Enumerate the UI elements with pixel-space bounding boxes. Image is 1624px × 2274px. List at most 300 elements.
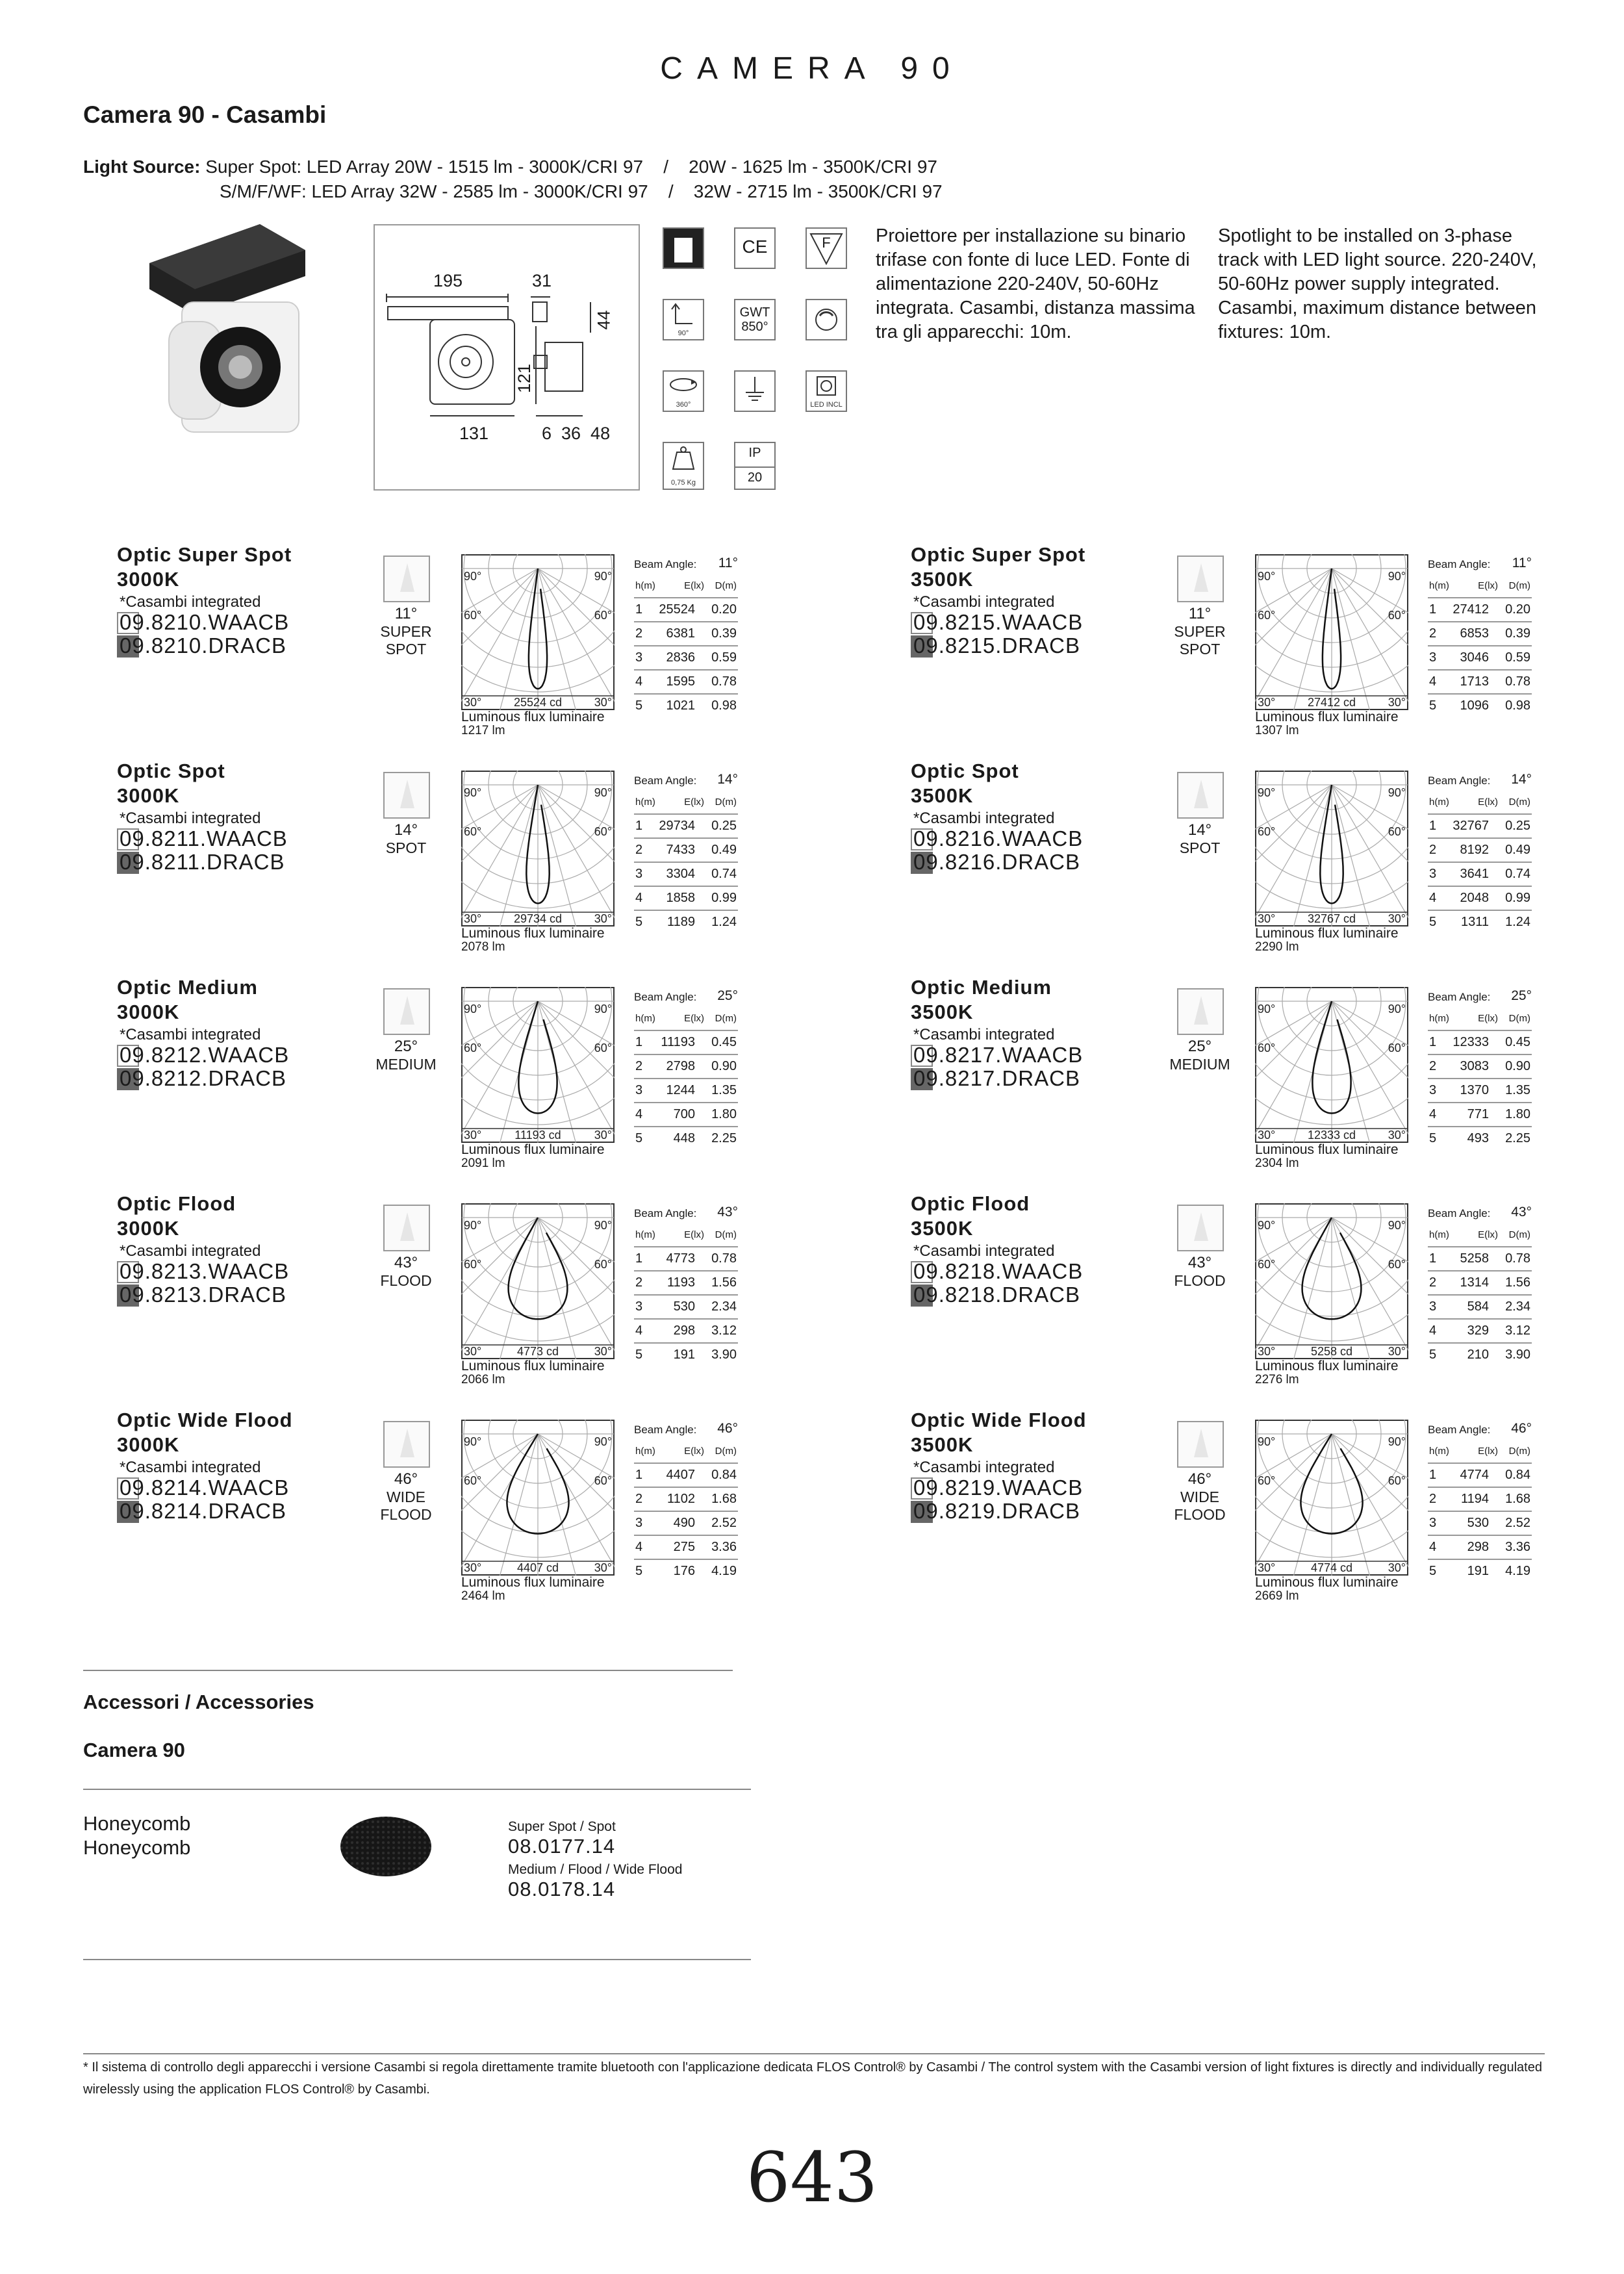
description-en: Spotlight to be installed on 3-phase track with LED light source. 220-240V, 50-60Hz power supply integrated. Casambi, maximum distance between fixtures: 10m. <box>1218 225 1537 342</box>
ip-rating-icon: IP 20 <box>734 442 776 490</box>
polar-diagram <box>461 1203 615 1359</box>
cell-h: 1 <box>635 1251 643 1266</box>
luminous-flux-label: Luminous flux luminaire <box>461 1575 605 1590</box>
cell-d: 0.25 <box>711 819 737 833</box>
cell-d: 3.36 <box>1505 1540 1530 1554</box>
honeycomb-image <box>339 1814 433 1879</box>
cell-h: 2 <box>1429 1492 1437 1506</box>
col-header-h: h(m) <box>635 580 655 591</box>
cell-e: 7433 <box>666 843 695 857</box>
angle-label: 30° <box>1258 1129 1276 1142</box>
luminous-flux <box>461 710 605 737</box>
cell-e: 8192 <box>1460 843 1489 857</box>
cell-e: 4773 <box>666 1251 695 1266</box>
cell-h: 4 <box>635 1323 643 1338</box>
cell-d: 1.24 <box>1505 915 1530 929</box>
cell-e: 1021 <box>666 698 695 713</box>
col-header-d: D(m) <box>1508 1229 1530 1240</box>
table-row <box>634 1296 738 1320</box>
optic-label: SUPER SPOT <box>380 623 432 658</box>
cell-d: 1.56 <box>711 1275 737 1290</box>
cell-d: 0.84 <box>1505 1468 1530 1482</box>
product-block <box>911 1408 1624 1622</box>
table-row <box>1428 646 1532 671</box>
angle-label: 60° <box>464 825 482 838</box>
casambi-note: *Casambi integrated <box>913 1026 1055 1043</box>
dim-6-36-48: 6 36 48 <box>542 424 611 443</box>
accessories-subtitle: Camera 90 <box>83 1739 185 1761</box>
col-header-e: E(lx) <box>1478 797 1498 808</box>
table-row <box>1428 622 1532 646</box>
cell-e: 12333 <box>1453 1035 1489 1049</box>
cell-d: 1.80 <box>1505 1107 1530 1121</box>
angle-label: 90° <box>1258 1003 1276 1016</box>
table-row <box>634 1512 738 1536</box>
table-row <box>634 622 738 646</box>
cell-e: 584 <box>1467 1299 1489 1314</box>
beam-icon <box>383 556 430 602</box>
cell-h: 5 <box>635 698 643 713</box>
cell-h: 3 <box>635 1299 643 1314</box>
cell-d: 1.80 <box>711 1107 737 1121</box>
beam-table <box>1428 1421 1532 1583</box>
beam-angle-badge: 46° <box>1187 1470 1212 1488</box>
cell-h: 3 <box>1429 650 1437 665</box>
table-row <box>1428 863 1532 887</box>
beam-icon <box>383 1421 430 1468</box>
optic-cct: 3000K <box>117 1433 180 1456</box>
beam-angle-value: 11° <box>718 556 738 570</box>
accessory-codes <box>508 1819 682 1901</box>
cell-e: 493 <box>1467 1131 1489 1145</box>
angle-label: 90° <box>1388 1003 1406 1016</box>
luminous-flux-label: Luminous flux luminaire <box>1255 926 1399 941</box>
angle-label: 90° <box>1258 786 1276 799</box>
cell-d: 0.78 <box>711 1251 737 1266</box>
col-header-h: h(m) <box>1429 1013 1449 1024</box>
beam-icon <box>383 1205 430 1251</box>
luminous-flux <box>461 926 605 954</box>
dim-195: 195 <box>433 271 463 290</box>
col-header-h: h(m) <box>1429 1446 1449 1457</box>
cell-e: 448 <box>673 1131 695 1145</box>
cell-h: 4 <box>1429 891 1437 905</box>
table-row <box>1428 887 1532 911</box>
optic-label: FLOOD <box>1174 1272 1226 1289</box>
table-row <box>1428 815 1532 839</box>
table-row <box>1428 1055 1532 1079</box>
cell-d: 2.34 <box>711 1299 737 1314</box>
table-row <box>1428 1031 1532 1055</box>
cell-e: 27412 <box>1453 602 1489 617</box>
cell-d: 0.59 <box>1505 650 1530 665</box>
cell-d: 0.74 <box>711 867 737 881</box>
beam-angle-label: Beam Angle: <box>634 991 697 1003</box>
product-code-black: 09.8219.DRACB <box>913 1499 1080 1523</box>
table-row <box>1428 1247 1532 1271</box>
optic-title <box>117 543 292 592</box>
product-code-white: 09.8219.WAACB <box>913 1476 1084 1500</box>
col-header-e: E(lx) <box>1478 1013 1498 1024</box>
cell-e: 1314 <box>1460 1275 1489 1290</box>
cell-d: 0.90 <box>1505 1059 1530 1073</box>
angle-label: 30° <box>464 1561 482 1574</box>
cell-e: 1713 <box>1460 674 1489 689</box>
luminous-flux-label: Luminous flux luminaire <box>1255 709 1399 724</box>
col-header-d: D(m) <box>715 1013 737 1024</box>
optic-name: Optic Wide Flood <box>911 1409 1087 1431</box>
angle-label: 90° <box>1388 570 1406 583</box>
angle-label: 90° <box>464 786 482 799</box>
beam-angle-value: 25° <box>1511 988 1532 1003</box>
cell-h: 5 <box>635 1131 643 1145</box>
accessory-name-it: Honeycomb <box>83 1812 191 1835</box>
beam-angle-badge: 14° <box>1187 821 1212 839</box>
table-row <box>634 839 738 863</box>
footnote: * Il sistema di controllo degli apparecchi i versione Casambi si regola direttamente tramite bluetooth con l'applicazione dedicata FLOS Control® by Casambi / The control system with the Casambi version of light fixtures is directly and individually regulated wirelessly using the application FLOS Control® by Casambi. <box>83 2060 1542 2097</box>
optic-label: SPOT <box>385 839 427 856</box>
col-header-e: E(lx) <box>684 580 704 591</box>
beam-angle-value: 14° <box>1511 772 1532 787</box>
angle-label: 30° <box>594 1345 612 1358</box>
table-row <box>1428 695 1532 717</box>
cell-e: 275 <box>673 1540 695 1554</box>
cell-e: 1102 <box>666 1492 695 1506</box>
angle-label: 60° <box>1388 825 1406 838</box>
cell-h: 4 <box>635 1107 643 1121</box>
cell-d: 0.45 <box>1505 1035 1530 1049</box>
optic-cct: 3000K <box>117 1217 180 1240</box>
beam-icon <box>1177 1205 1224 1251</box>
track-icon <box>663 227 704 269</box>
divider <box>83 1670 733 1671</box>
cell-h: 2 <box>635 843 643 857</box>
beam-angle-label: Beam Angle: <box>1428 774 1491 787</box>
cell-h: 5 <box>1429 1348 1437 1362</box>
gwt-icon: GWT 850° <box>734 299 776 340</box>
cell-d: 3.90 <box>711 1348 737 1362</box>
angle-label: 60° <box>594 1474 612 1487</box>
col-header-d: D(m) <box>1508 1013 1530 1024</box>
optic-name: Optic Super Spot <box>117 543 292 566</box>
cell-h: 3 <box>1429 1083 1437 1097</box>
product-code-black: 09.8215.DRACB <box>913 633 1080 658</box>
angle-label: 90° <box>1388 1435 1406 1448</box>
accessory-opt2-label: Medium / Flood / Wide Flood <box>508 1862 683 1877</box>
optic-label: MEDIUM <box>375 1056 437 1073</box>
angle-label: 30° <box>1388 1561 1406 1574</box>
cell-h: 1 <box>1429 1035 1437 1049</box>
angle-label: 60° <box>1258 609 1276 622</box>
product-code-white: 09.8212.WAACB <box>120 1043 290 1067</box>
page-number: 643 <box>746 2138 878 2217</box>
luminous-flux <box>461 1359 605 1386</box>
cell-d: 0.20 <box>1505 602 1530 617</box>
light-source <box>83 155 943 204</box>
cell-e: 1244 <box>666 1083 695 1097</box>
table-row <box>1428 1320 1532 1344</box>
cell-e: 3641 <box>1460 867 1489 881</box>
description-it: Proiettore per installazione su binario trifase con fonte di luce LED. Fonte di alimentazione 220-240V, 50-60Hz integrata. Casambi, distanza massima tra gli apparecchi: 10m. <box>876 225 1195 342</box>
cell-e: 29734 <box>659 819 695 833</box>
optic-name: Optic Spot <box>117 760 225 782</box>
cell-d: 2.25 <box>1505 1131 1530 1145</box>
col-header-h: h(m) <box>1429 580 1449 591</box>
accessories-title: Accessori / Accessories <box>83 1691 314 1713</box>
beam-icon <box>1177 556 1224 602</box>
luminous-flux-label: Luminous flux luminaire <box>1255 1142 1399 1157</box>
col-header-e: E(lx) <box>684 1229 704 1240</box>
cell-d: 0.49 <box>1505 843 1530 857</box>
col-header-d: D(m) <box>1508 797 1530 808</box>
table-row <box>634 1488 738 1512</box>
angle-label: 30° <box>1388 1345 1406 1358</box>
product-block <box>117 1192 831 1406</box>
cell-h: 3 <box>635 650 643 665</box>
cell-e: 4407 <box>666 1468 695 1482</box>
cell-h: 4 <box>1429 1323 1437 1338</box>
product-block <box>911 1192 1624 1406</box>
angle-label: 60° <box>1388 1041 1406 1054</box>
angle-label: 90° <box>464 1219 482 1232</box>
angle-label: 60° <box>1388 1474 1406 1487</box>
cell-d: 0.99 <box>1505 891 1530 905</box>
cell-h: 2 <box>635 626 643 641</box>
cell-d: 0.39 <box>711 626 737 641</box>
accessory-name <box>83 1811 190 1859</box>
luminous-flux-value: 2276 lm <box>1255 1373 1299 1386</box>
table-row <box>634 1344 738 1366</box>
optic-cct: 3000K <box>117 1001 180 1023</box>
product-code-black: 09.8213.DRACB <box>120 1283 286 1307</box>
cell-d: 0.49 <box>711 843 737 857</box>
angle-label: 60° <box>594 1258 612 1271</box>
cell-d: 0.20 <box>711 602 737 617</box>
cell-d: 1.68 <box>711 1492 737 1506</box>
cell-e: 1595 <box>666 674 695 689</box>
optic-label: SUPER SPOT <box>1174 623 1226 658</box>
col-header-d: D(m) <box>715 797 737 808</box>
table-row <box>1428 598 1532 622</box>
beam-icon <box>383 772 430 819</box>
accessory-opt1-code: 08.0177.14 <box>508 1835 616 1858</box>
dim-44: 44 <box>594 310 614 330</box>
beam-angle-badge: 46° <box>394 1470 418 1488</box>
angle-label: 90° <box>594 1003 612 1016</box>
cell-d: 3.90 <box>1505 1348 1530 1362</box>
luminous-flux-value: 1217 lm <box>461 724 505 737</box>
optic-name: Optic Wide Flood <box>117 1409 293 1431</box>
cell-h: 2 <box>635 1059 643 1073</box>
angle-label: 30° <box>1388 1129 1406 1142</box>
product-block <box>117 759 831 973</box>
table-row <box>634 1079 738 1103</box>
angle-label: 30° <box>1258 696 1276 709</box>
accessory-name-en: Honeycomb <box>83 1836 191 1859</box>
cell-e: 1189 <box>666 915 695 929</box>
angle-label: 30° <box>1258 1345 1276 1358</box>
cell-h: 1 <box>635 602 643 617</box>
beam-angle-label: Beam Angle: <box>1428 991 1491 1003</box>
cell-d: 0.90 <box>711 1059 737 1073</box>
angle-label: 30° <box>1388 912 1406 925</box>
f-mark-icon: F <box>806 227 847 269</box>
polar-diagram <box>1255 554 1408 710</box>
optic-name: Optic Flood <box>911 1192 1030 1215</box>
peak-intensity: 11193 cd <box>514 1129 561 1142</box>
cell-h: 3 <box>1429 1516 1437 1530</box>
divider <box>83 1959 751 1960</box>
luminous-flux-value: 2290 lm <box>1255 940 1299 954</box>
angle-label: 60° <box>594 1041 612 1054</box>
col-header-h: h(m) <box>1429 1229 1449 1240</box>
casambi-note: *Casambi integrated <box>120 593 261 611</box>
peak-intensity: 32767 cd <box>1307 912 1356 925</box>
cell-h: 4 <box>1429 1107 1437 1121</box>
cell-e: 6853 <box>1460 626 1489 641</box>
optic-title <box>911 1408 1087 1457</box>
page-title: Camera 90 - Casambi <box>83 101 327 128</box>
table-row <box>634 863 738 887</box>
col-header-d: D(m) <box>1508 580 1530 591</box>
cell-h: 1 <box>635 819 643 833</box>
luminous-flux-value: 2304 lm <box>1255 1156 1299 1170</box>
table-row <box>1428 671 1532 695</box>
optic-cct: 3500K <box>911 568 974 591</box>
cell-d: 0.25 <box>1505 819 1530 833</box>
cell-e: 1193 <box>666 1275 695 1290</box>
beam-angle-label: Beam Angle: <box>634 774 697 787</box>
angle-label: 90° <box>594 786 612 799</box>
peak-intensity: 27412 cd <box>1307 696 1356 709</box>
optic-name: Optic Flood <box>117 1192 236 1215</box>
table-row <box>1428 1344 1532 1366</box>
col-header-e: E(lx) <box>1478 1229 1498 1240</box>
table-row <box>634 646 738 671</box>
cell-e: 1311 <box>1460 915 1489 929</box>
table-row <box>634 911 738 934</box>
col-header-d: D(m) <box>715 1229 737 1240</box>
optic-title <box>117 975 258 1025</box>
cell-d: 0.78 <box>1505 1251 1530 1266</box>
table-row <box>1428 1560 1532 1583</box>
casambi-note: *Casambi integrated <box>913 1459 1055 1476</box>
cell-h: 1 <box>1429 819 1437 833</box>
cell-h: 3 <box>635 1083 643 1097</box>
polar-diagram <box>1255 987 1408 1143</box>
light-source-line1: Super Spot: LED Array 20W - 1515 lm - 3000K/CRI 97 / 20W - 1625 lm - 3500K/CRI 97 <box>205 157 937 177</box>
product-code-black: 09.8216.DRACB <box>913 850 1080 874</box>
beam-icon <box>383 988 430 1035</box>
tilt-icon: 90° <box>663 299 704 340</box>
product-code-black: 09.8214.DRACB <box>120 1499 286 1523</box>
optic-cct: 3500K <box>911 1001 974 1023</box>
product-code-white: 09.8210.WAACB <box>120 610 290 634</box>
optic-cct: 3500K <box>911 784 974 807</box>
cell-e: 2836 <box>666 650 695 665</box>
cell-d: 2.52 <box>1505 1516 1530 1530</box>
product-code-black: 09.8210.DRACB <box>120 633 286 658</box>
beam-angle-value: 11° <box>1512 556 1532 570</box>
beam-angle-badge: 11° <box>394 605 418 622</box>
cell-d: 2.25 <box>711 1131 737 1145</box>
polar-diagram <box>461 554 615 710</box>
table-row <box>1428 1488 1532 1512</box>
beam-angle-badge: 43° <box>394 1254 418 1271</box>
cell-e: 6381 <box>666 626 695 641</box>
luminous-flux-value: 2091 lm <box>461 1156 505 1170</box>
cell-h: 5 <box>1429 1131 1437 1145</box>
optic-cct: 3500K <box>911 1433 974 1456</box>
col-header-e: E(lx) <box>1478 1446 1498 1457</box>
optic-label: WIDE FLOOD <box>1174 1488 1226 1523</box>
optic-cct: 3500K <box>911 1217 974 1240</box>
cell-e: 2048 <box>1460 891 1489 905</box>
optic-name: Optic Medium <box>117 976 258 999</box>
angle-label: 90° <box>1258 570 1276 583</box>
cell-e: 210 <box>1467 1348 1489 1362</box>
polar-diagram <box>1255 1203 1408 1359</box>
cell-d: 3.12 <box>711 1323 737 1338</box>
angle-label: 60° <box>464 1041 482 1054</box>
cell-d: 1.24 <box>711 915 737 929</box>
table-row <box>634 815 738 839</box>
optic-title <box>911 975 1052 1025</box>
angle-label: 90° <box>1388 1219 1406 1232</box>
peak-intensity: 29734 cd <box>513 912 563 925</box>
angle-label: 90° <box>594 570 612 583</box>
led-included-icon: LED INCL <box>806 370 847 412</box>
optic-label: WIDE FLOOD <box>380 1488 432 1523</box>
product-code-black: 09.8211.DRACB <box>120 850 285 874</box>
luminous-flux-label: Luminous flux luminaire <box>461 926 605 941</box>
angle-label: 90° <box>594 1435 612 1448</box>
casambi-note: *Casambi integrated <box>913 1242 1055 1260</box>
polar-diagram <box>461 987 615 1143</box>
angle-label: 30° <box>1258 1561 1276 1574</box>
table-row <box>1428 1296 1532 1320</box>
cell-e: 2798 <box>666 1059 695 1073</box>
optic-name: Optic Super Spot <box>911 543 1086 566</box>
angle-label: 90° <box>1258 1219 1276 1232</box>
accessory-opt1-label: Super Spot / Spot <box>508 1819 616 1834</box>
cell-e: 11193 <box>661 1035 695 1049</box>
light-source-line2: S/M/F/WF: LED Array 32W - 2585 lm - 3000K/CRI 97 / 32W - 2715 lm - 3500K/CRI 97 <box>220 181 943 201</box>
cell-d: 2.52 <box>711 1516 737 1530</box>
luminous-flux-label: Luminous flux luminaire <box>461 709 605 724</box>
peak-intensity: 5258 cd <box>1310 1345 1353 1358</box>
cell-e: 3083 <box>1460 1059 1489 1073</box>
dimmable-icon <box>806 299 847 340</box>
cell-d: 0.45 <box>711 1035 737 1049</box>
luminous-flux-label: Luminous flux luminaire <box>1255 1575 1399 1590</box>
beam-angle-label: Beam Angle: <box>1428 1424 1491 1436</box>
cell-h: 2 <box>1429 843 1437 857</box>
optic-cct: 3000K <box>117 568 180 591</box>
cell-h: 4 <box>1429 674 1437 689</box>
cell-h: 2 <box>635 1492 643 1506</box>
luminous-flux-value: 1307 lm <box>1255 724 1299 737</box>
cell-e: 4774 <box>1460 1468 1489 1482</box>
cell-d: 2.34 <box>1505 1299 1530 1314</box>
cell-h: 5 <box>635 1348 643 1362</box>
cell-e: 700 <box>673 1107 695 1121</box>
cell-d: 0.98 <box>711 698 737 713</box>
cell-d: 4.19 <box>711 1564 737 1578</box>
cell-e: 25524 <box>659 602 695 617</box>
cell-h: 1 <box>635 1468 643 1482</box>
beam-angle-value: 14° <box>717 772 738 787</box>
